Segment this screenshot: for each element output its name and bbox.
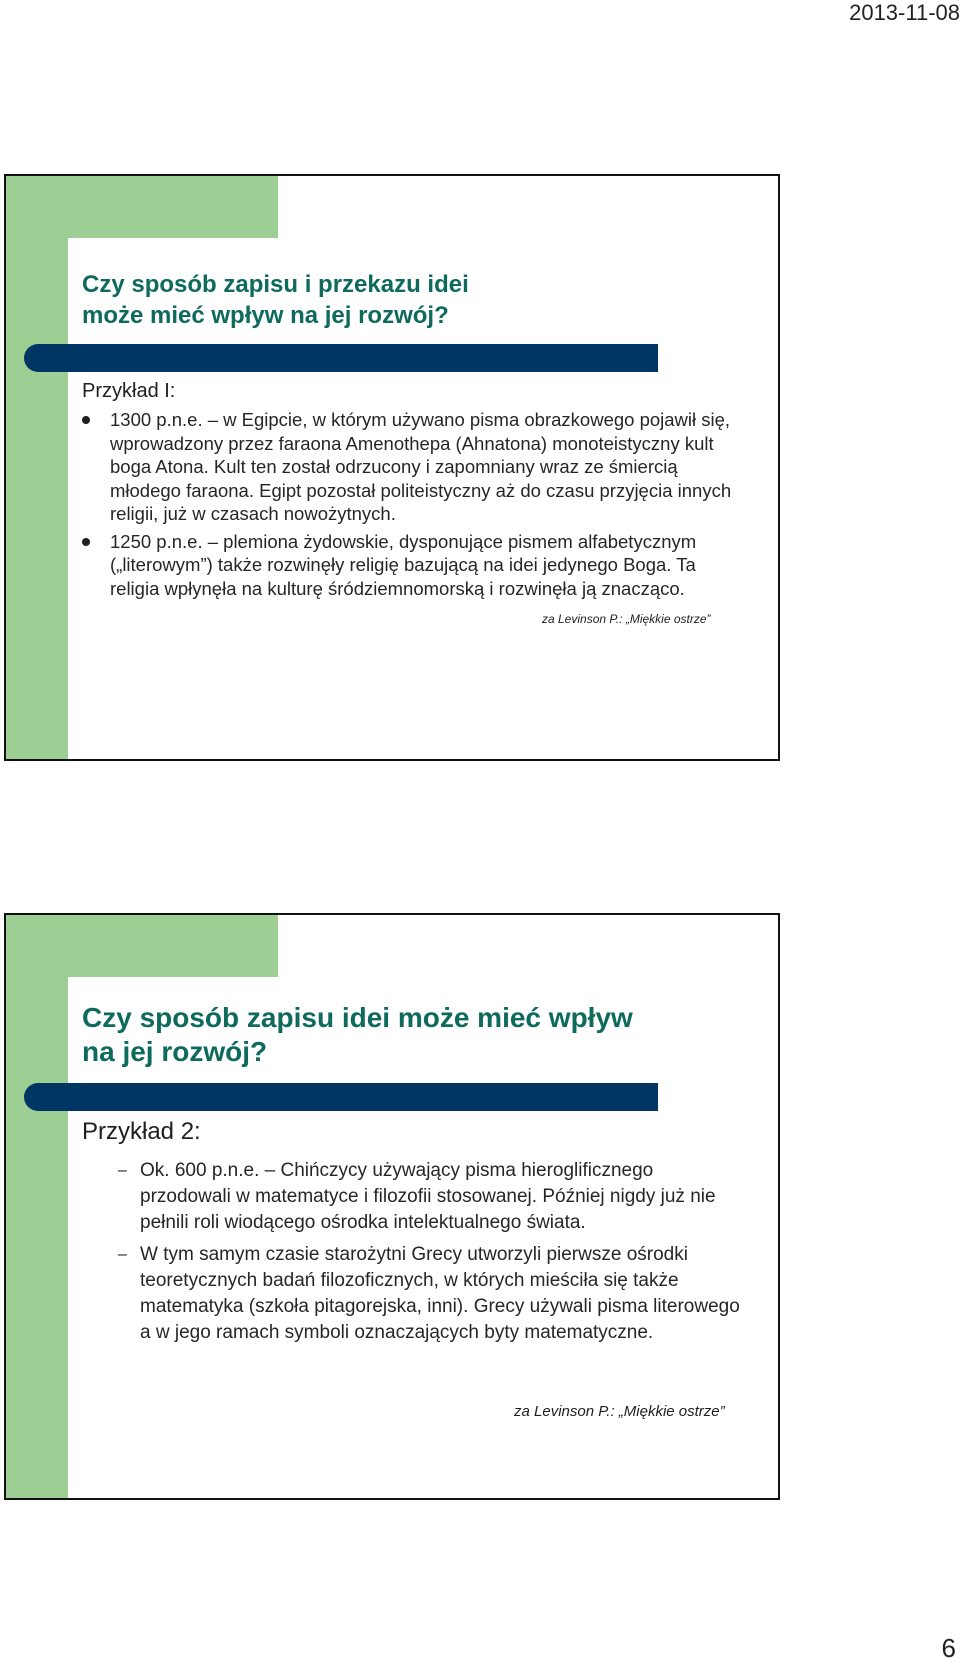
list-item [82,408,742,526]
example-heading: Przykład I: [82,380,176,402]
slide-title-line: Czy sposób zapisu i przekazu idei [82,271,469,298]
title-underline-bar [24,1083,658,1111]
citation: za Levinson P.: „Miękkie ostrze” [542,612,711,626]
slide-title-line: Czy sposób zapisu idei może mieć wpływ [82,1002,633,1033]
example-heading: Przykład 2: [82,1118,201,1145]
bullet-list [82,1158,742,1352]
dash-bullet-icon: – [118,1246,127,1263]
slide-title-line: na jej rozwój? [82,1036,268,1068]
list-item-text: 1250 p.n.e. – plemiona żydowskie, dysponujące pismem alfabetycznym („literowym”) także rozwinęły religię bazującą na idei jedynego Boga. Ta religia wpłynęła na kulturę śródziemnomorską i rozwinęła ją znacząco. [110,530,697,599]
list-item-text: W tym samym czasie starożytni Grecy utworzyli pierwsze ośrodki teoretycznych badań filozoficznych, w których mieściła się także matematyka (szkoła pitagorejska, inni). Grecy używali pisma literowego a w jego ramach symboli oznaczających byty matematyczne. [140,1244,740,1343]
citation: za Levinson P.: „Miękkie ostrze” [514,1403,725,1420]
list-item-text: 1300 p.n.e. – w Egipcie, w którym używano pisma obrazkowego pojawił się, wprowadzony przez faraona Amenothepa (Ahnatona) monoteistyczny kult boga Atona. Kult ten został odrzucony i zapomniany wraz ze śmiercią młodego faraona. Egipt pozostał politeistyczny aż do czasu przyjęcia innych religii, już w czasach nowożytnych. [110,409,732,524]
list-item [82,530,742,601]
list-item [82,1158,742,1236]
bullet-list [82,408,742,604]
dash-bullet-icon: – [118,1162,127,1179]
slide-accent-tab [6,176,278,238]
page-number: 6 [941,1633,956,1663]
list-item-text: Ok. 600 p.n.e. – Chińczycy używający pisma hieroglificznego przodowali w matematyce i filozofii stosowanej. Później nigdy już nie pełnili roli wiodącego ośrodka intelektualnego świata. [140,1160,716,1233]
bullet-dot-icon [82,538,90,546]
title-underline-bar [24,344,658,372]
slide-1 [4,174,780,761]
slide-title [82,1001,732,1069]
slide-title [82,270,732,331]
slide-accent-tab [6,915,278,977]
slide-2 [4,913,780,1500]
slide-title-line: może mieć wpływ na jej rozwój? [82,301,449,329]
slide-accent-bar [6,915,68,1498]
page-date: 2013-11-08 [849,0,960,25]
list-item [82,1242,742,1346]
bullet-dot-icon [82,416,90,424]
slide-accent-bar [6,176,68,759]
